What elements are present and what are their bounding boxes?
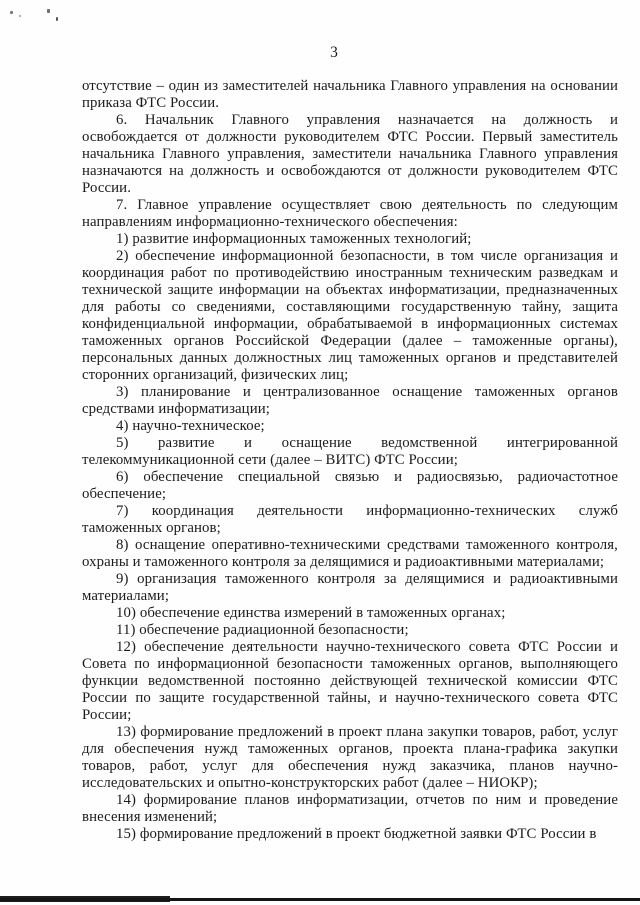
paragraph: отсутствие – один из заместителей начальника Главного управления на основании приказа ФТС России. xyxy=(82,78,618,111)
paragraph: 12) обеспечение деятельности научно-технического совета ФТС России и Совета по информационной безопасности таможенных органов, выполняющего функции ведомственной постоянно действующей технической комиссии ФТС России по защите государственной тайны, и научно-технического совета ФТС России; xyxy=(82,639,618,723)
paragraph: 8) оснащение оперативно-техническими средствами таможенного контроля, охраны и таможенного контроля за делящимися и радиоактивными материалами; xyxy=(82,537,618,570)
scan-speck xyxy=(19,15,21,17)
paragraph: 15) формирование предложений в проект бюджетной заявки ФТС России в xyxy=(116,826,597,842)
scan-speck xyxy=(56,17,58,21)
scan-speck xyxy=(47,9,50,13)
paragraph: 2) обеспечение информационной безопасности, в том числе организация и координация работ по противодействию иностранным техническим разведкам и технической защите информации на объектах информатизации, предназначенных для работы со сведениями, составляющими государственную тайну, защита конфиденциальной информации, обрабатываемой в информационных системах таможенных органов Российской Федерации (далее – таможенные органы), персональных данных должностных лиц таможенных органов и представителей сторонних организаций, физических лиц; xyxy=(82,248,618,383)
paragraph: 9) организация таможенного контроля за делящимися и радиоактивными материалами; xyxy=(82,571,618,604)
scan-speck xyxy=(10,11,13,14)
paragraph: 1) развитие информационных таможенных технологий; xyxy=(116,231,472,247)
paragraph: 14) формирование планов информатизации, отчетов по ним и проведение внесения изменений; xyxy=(82,792,618,825)
paragraph: 4) научно-техническое; xyxy=(116,418,265,434)
paragraph: 6. Начальник Главного управления назначается на должность и освобождается от должности руководителем ФТС России. Первый заместитель начальника Главного управления, заместители начальника Главного управления назначаются на должность и освобождаются от должности руководителем ФТС России. xyxy=(82,112,618,196)
document-body xyxy=(82,78,618,843)
paragraph: 11) обеспечение радиационной безопасности; xyxy=(116,622,409,638)
paragraph: 6) обеспечение специальной связью и радиосвязью, радиочастотное обеспечение; xyxy=(82,469,618,502)
scan-artifact-line xyxy=(0,898,640,901)
paragraph: 3) планирование и централизованное оснащение таможенных органов средствами информатизации; xyxy=(82,384,618,417)
paragraph: 7) координация деятельности информационно-технических служб таможенных органов; xyxy=(82,503,618,536)
paragraph: 13) формирование предложений в проект плана закупки товаров, работ, услуг для обеспечения нужд таможенных органов, проекта плана-графика закупки товаров, работ, услуг для обеспечения нужд заказчика, планов научно-исследовательских и опытно-конструкторских работ (далее – НИОКР); xyxy=(82,724,618,791)
paragraph: 5) развитие и оснащение ведомственной интегрированной телекоммуникационной сети (далее – ВИТС) ФТС России; xyxy=(82,435,618,468)
page-number: 3 xyxy=(330,44,338,61)
paragraph: 10) обеспечение единства измерений в таможенных органах; xyxy=(116,605,506,621)
paragraph: 7. Главное управление осуществляет свою деятельность по следующим направлениям информационно-технического обеспечения: xyxy=(82,197,618,230)
